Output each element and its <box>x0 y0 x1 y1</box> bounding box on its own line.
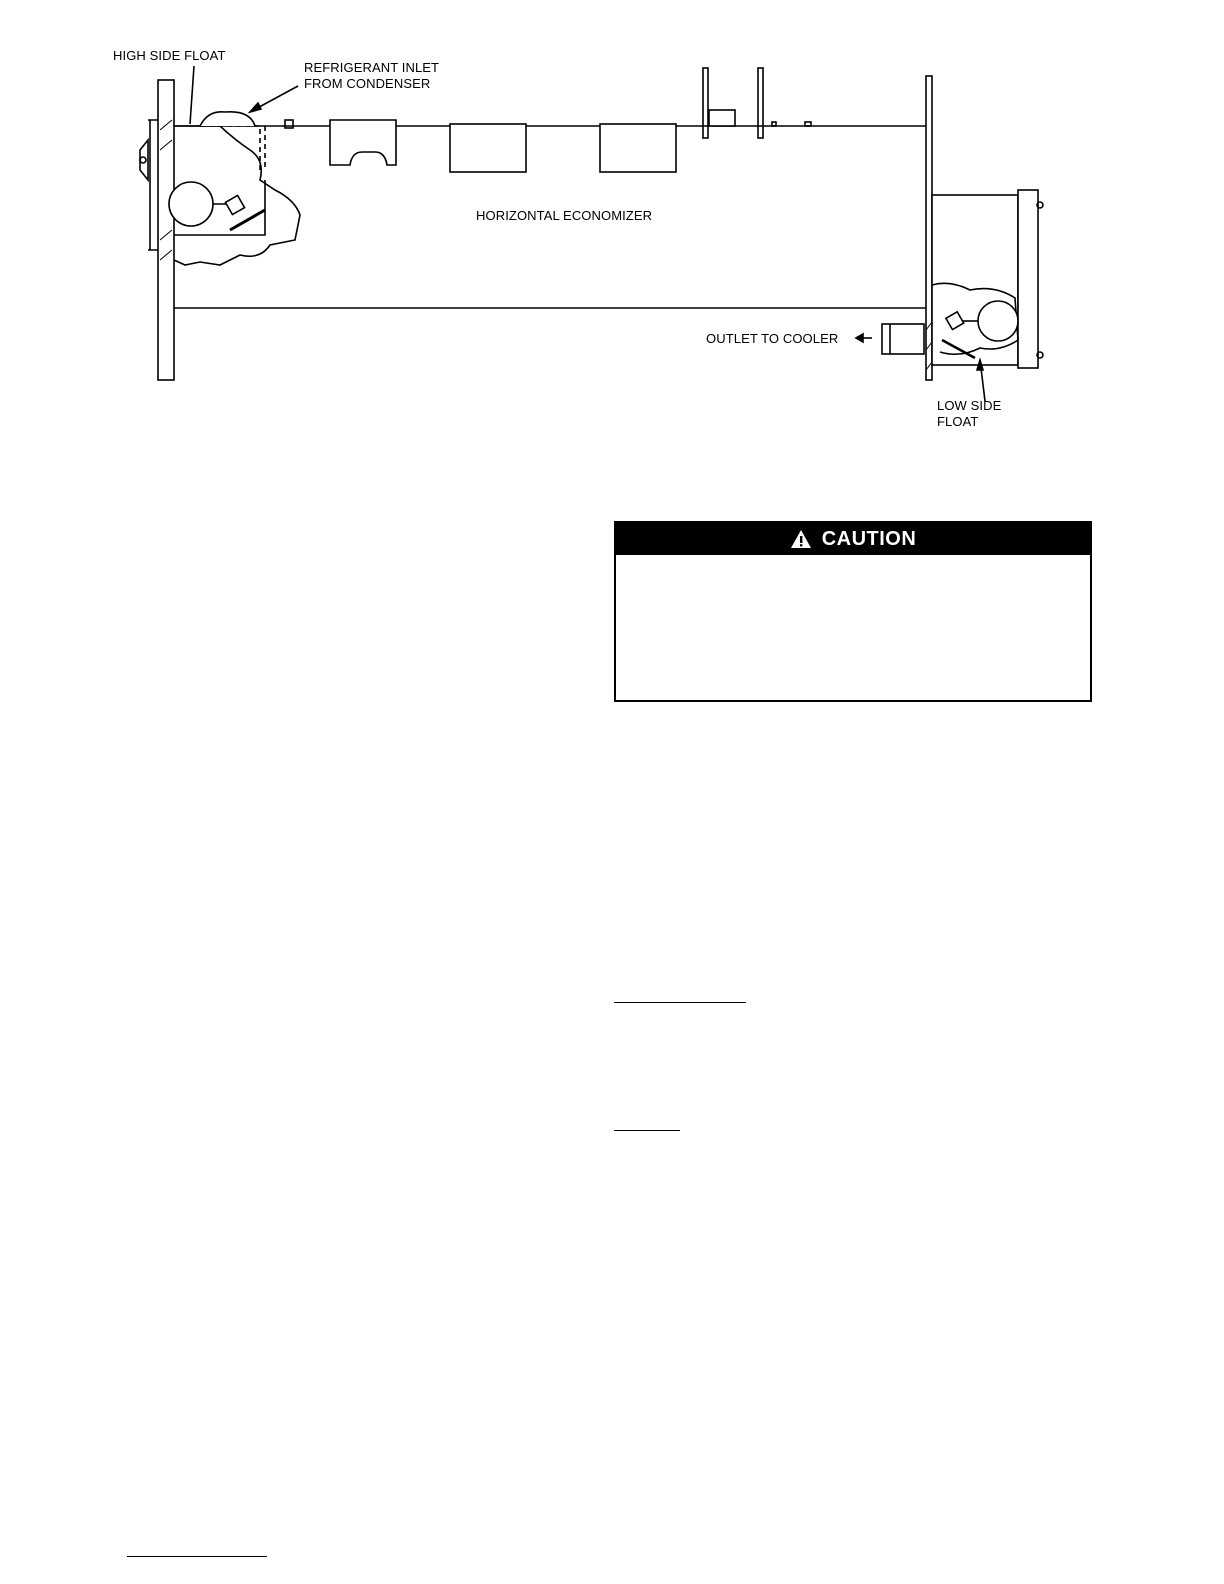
left-mount <box>140 140 148 180</box>
top-tab-1 <box>703 68 708 138</box>
warning-triangle-icon <box>790 529 812 549</box>
label-high-side-float: HIGH SIDE FLOAT <box>113 48 226 63</box>
economizer-figure <box>100 40 1100 440</box>
outlet-nozzle <box>882 324 924 354</box>
saddle-block-1 <box>330 120 396 165</box>
high-side-float-ball <box>169 182 213 226</box>
saddle-block-3 <box>600 124 676 172</box>
heading-underline-1 <box>614 1002 746 1003</box>
heading-underline-2 <box>614 1130 680 1131</box>
economizer-drawing <box>100 40 1100 440</box>
right-end-cap <box>1018 190 1038 368</box>
right-flange-plate <box>926 76 932 380</box>
label-horizontal-economizer: HORIZONTAL ECONOMIZER <box>476 208 653 223</box>
left-bracket <box>148 120 158 250</box>
top-tab-2 <box>758 68 763 138</box>
caution-header <box>616 523 1090 555</box>
caution-title: CAUTION <box>821 527 917 550</box>
saddle-block-2 <box>450 124 526 172</box>
label-low-side-float: LOW SIDE FLOAT <box>937 398 1002 429</box>
high-float-leader <box>190 66 194 124</box>
low-side-float-ball <box>978 301 1018 341</box>
label-refrigerant-inlet: REFRIGERANT INLET FROM CONDENSER <box>304 60 440 91</box>
caution-box <box>614 521 1092 702</box>
inlet-dome <box>200 112 255 126</box>
footnote-rule <box>127 1556 267 1557</box>
label-outlet-to-cooler: OUTLET TO COOLER <box>706 331 839 346</box>
